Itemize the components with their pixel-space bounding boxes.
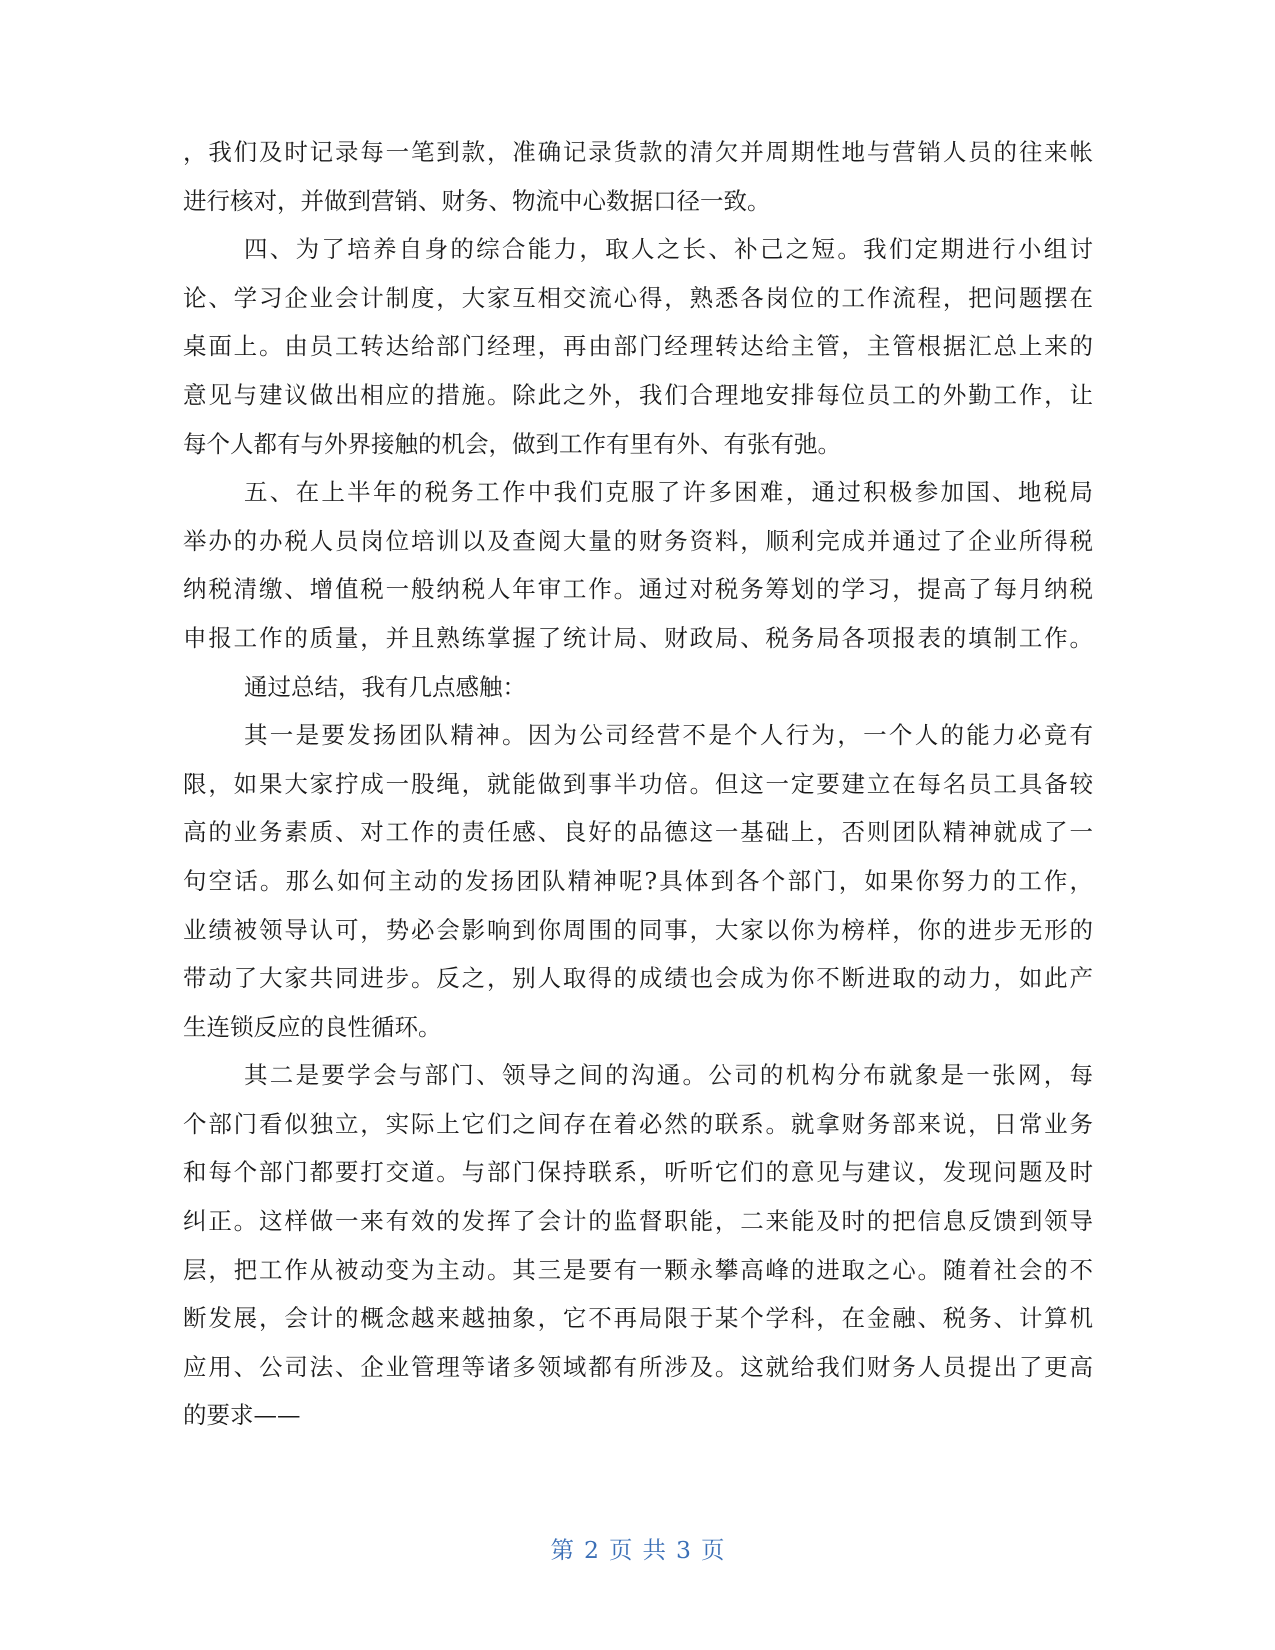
paragraph-start-line: 通过总结，我有几点感触： (244, 672, 526, 701)
text-line: 层，把工作从被动变为主动。其三是要有一颗永攀高峰的进取之心。随着社会的不 (183, 1255, 1093, 1284)
text-line: 申报工作的质量，并且熟练掌握了统计局、财政局、税务局各项报表的填制工作。 (183, 623, 1093, 652)
text-line: 断发展，会计的概念越来越抽象，它不再局限于某个学科，在金融、税务、计算机 (183, 1304, 1093, 1333)
paragraph-start-line: 四、为了培养自身的综合能力，取人之长、补己之短。我们定期进行小组讨 (244, 235, 1093, 264)
footer-ye: 页 (609, 1536, 633, 1564)
paragraph-start-line: 其一是要发扬团队精神。因为公司经营不是个人行为，一个人的能力必竟有 (244, 721, 1093, 750)
paragraph-start-line: 五、在上半年的税务工作中我们克服了许多困难，通过积极参加国、地税局 (244, 478, 1093, 507)
text-line: 句空话。那么如何主动的发扬团队精神呢?具体到各个部门，如果你努力的工作， (183, 866, 1093, 895)
page-number-footer (0, 1531, 1275, 1565)
text-line: 生连锁反应的良性循环。 (183, 1012, 442, 1041)
text-line: 意见与建议做出相应的措施。除此之外，我们合理地安排每位员工的外勤工作，让 (183, 380, 1093, 409)
text-line: 限，如果大家拧成一股绳，就能做到事半功倍。但这一定要建立在每名员工具备较 (183, 769, 1093, 798)
footer-ye: 页 (700, 1536, 725, 1564)
text-line: 论、学习企业会计制度，大家互相交流心得，熟悉各岗位的工作流程，把问题摆在 (183, 283, 1093, 312)
text-line: 纠正。这样做一来有效的发挥了会计的监督职能，二来能及时的把信息反馈到领导 (183, 1207, 1093, 1236)
text-line: 带动了大家共同进步。反之，别人取得的成绩也会成为你不断进取的动力，如此产 (183, 964, 1093, 993)
text-line: 应用、公司法、企业管理等诸多领域都有所涉及。这就给我们财务人员提出了更高 (183, 1352, 1093, 1381)
text-line: 个部门看似独立，实际上它们之间存在着必然的联系。就拿财务部来说，日常业务 (183, 1109, 1093, 1138)
text-line: ，我们及时记录每一笔到款，准确记录货款的清欠并周期性地与营销人员的往来帐 (183, 138, 1093, 166)
text-line: 高的业务素质、对工作的责任感、良好的品德这一基础上，否则团队精神就成了一 (183, 818, 1093, 847)
paragraph-start-line: 其二是要学会与部门、领导之间的沟通。公司的机构分布就象是一张网，每 (244, 1061, 1093, 1090)
text-line: 业绩被领导认可，势必会影响到你周围的同事，大家以你为榜样，你的进步无形的 (183, 915, 1093, 944)
text-line: 和每个部门都要打交道。与部门保持联系，听听它们的意见与建议，发现问题及时 (183, 1158, 1093, 1187)
text-line: 桌面上。由员工转达给部门经理，再由部门经理转达给主管，主管根据汇总上来的 (183, 332, 1093, 361)
document-body (183, 128, 1093, 1440)
text-line: 举办的办税人员岗位培训以及查阅大量的财务资料，顺利完成并通过了企业所得税 (183, 526, 1093, 555)
text-line: 的要求—— (183, 1401, 301, 1430)
current-page-number: 2 (584, 1536, 599, 1564)
total-page-count: 3 (676, 1536, 691, 1564)
text-line: 纳税清缴、增值税一般纳税人年审工作。通过对税务筹划的学习，提高了每月纳税 (183, 575, 1093, 604)
text-line: 进行核对，并做到营销、财务、物流中心数据口径一致。 (183, 186, 771, 215)
footer-gong: 共 (642, 1536, 666, 1564)
text-line: 每个人都有与外界接触的机会，做到工作有里有外、有张有弛。 (183, 429, 841, 458)
footer-di: 第 (550, 1536, 575, 1564)
